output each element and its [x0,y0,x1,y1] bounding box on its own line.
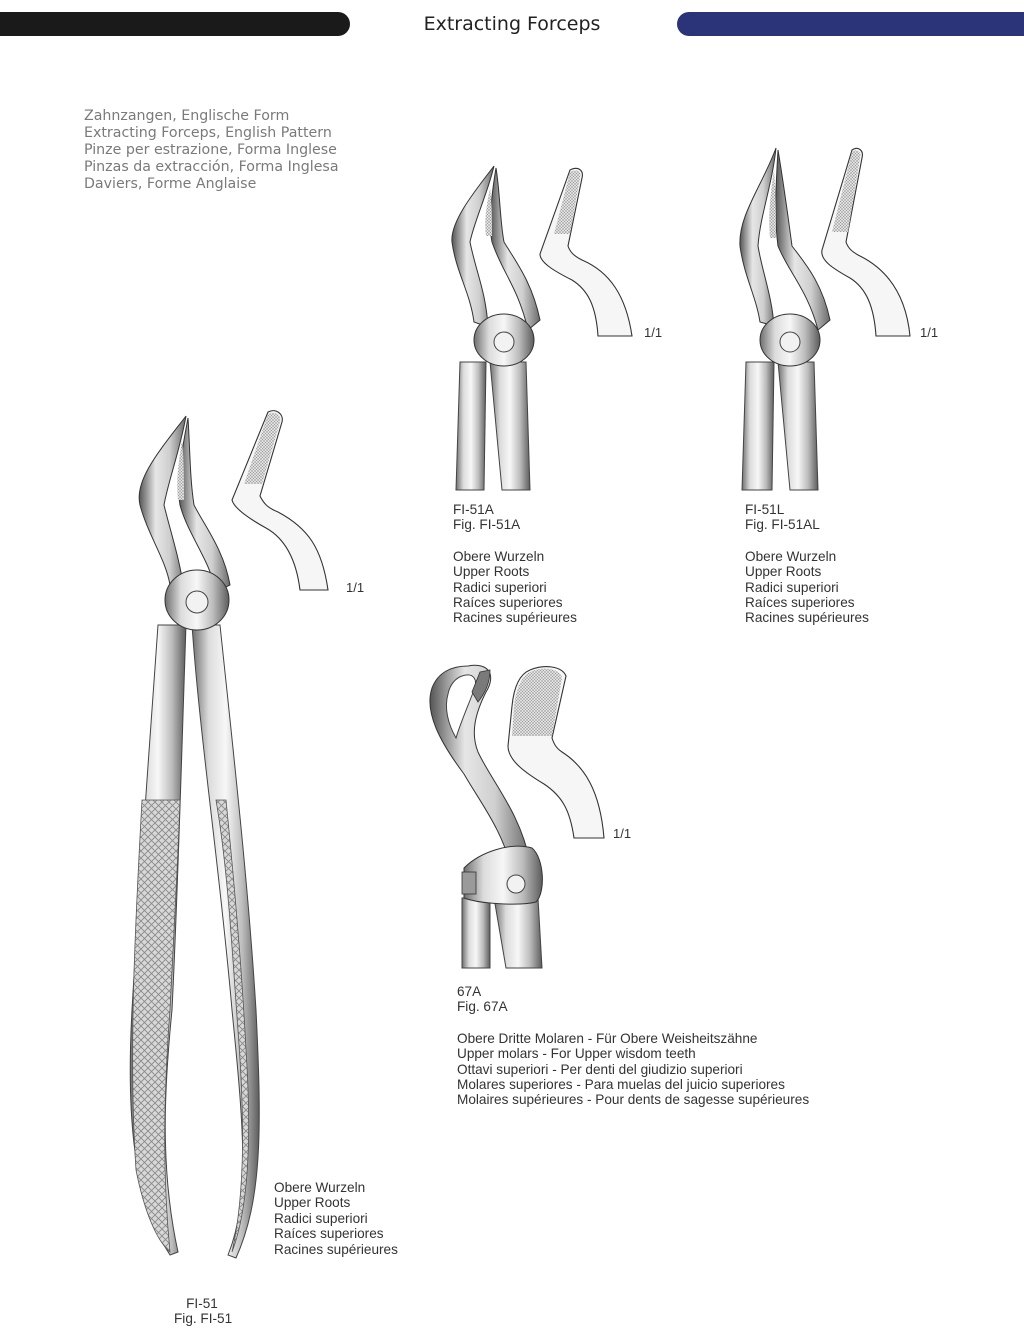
description-line: Upper Roots [453,564,530,580]
description-fi51a [453,502,577,626]
intro-line: Daviers, Forme Anglaise [84,176,257,192]
description-line: Radici superiori [453,579,547,595]
description-line: Ottavi superiori - Per denti del giudizio superiori [457,1061,743,1077]
code-fi51 [174,1296,233,1327]
intro-line: Pinze per estrazione, Forma Inglese [84,142,337,158]
jaw-profile-fi51-illustration [228,408,340,594]
product-code: FI-51A [453,502,494,517]
intro-line: Zahnzangen, Englische Form [84,108,290,124]
jaw-profile-67a-illustration [500,666,610,842]
product-code: FI-51 [186,1296,218,1311]
intro-line: Extracting Forceps, English Pattern [84,125,332,141]
description-fi51 [274,1180,398,1257]
figure-label: Fig. FI-51A [453,517,521,533]
description-line: Racines supérieures [745,610,869,626]
description-line: Radici superiori [274,1210,368,1226]
description-line: Upper Roots [745,564,822,580]
jaw-profile-fi51a-illustration [536,166,636,338]
description-line: Molares superiores - Para muelas del juicio superiores [457,1077,785,1093]
product-code: FI-51L [745,502,785,517]
intro-text [84,108,339,193]
description-line: Upper Roots [274,1195,351,1211]
figure-label: Fig. FI-51 [174,1311,233,1327]
description-line: Obere Wurzeln [274,1180,366,1195]
description-line: Obere Wurzeln [453,548,545,564]
description-line: Upper molars - For Upper wisdom teeth [457,1046,696,1062]
forceps-fi51a-illustration [444,162,540,492]
description-line: Racines supérieures [274,1241,398,1257]
description-line: Racines supérieures [453,610,577,626]
scale-label-67a: 1/1 [613,826,632,841]
page-title: Extracting Forceps [423,13,601,35]
scale-label-fi51l: 1/1 [920,325,939,340]
product-code: 67A [457,984,482,999]
description-line: Molaires supérieures - Pour dents de sagesse supérieures [457,1092,810,1108]
description-line: Raíces superiores [453,595,563,611]
scale-label-fi51: 1/1 [346,580,365,595]
figure-label: Fig. 67A [457,999,508,1015]
description-line: Obere Dritte Molaren - Für Obere Weisheitszähne [457,1030,758,1046]
description-line: Raíces superiores [274,1226,384,1242]
figure-label: Fig. FI-51AL [745,517,820,533]
description-line: Radici superiori [745,579,839,595]
description-67a [457,984,809,1108]
description-line: Obere Wurzeln [745,548,837,564]
scale-label-fi51a: 1/1 [644,325,663,340]
jaw-profile-fi51l-illustration [818,146,914,338]
description-fi51l [745,502,869,626]
intro-line: Pinzas da extracción, Forma Inglesa [84,159,339,175]
description-line: Raíces superiores [745,595,855,611]
